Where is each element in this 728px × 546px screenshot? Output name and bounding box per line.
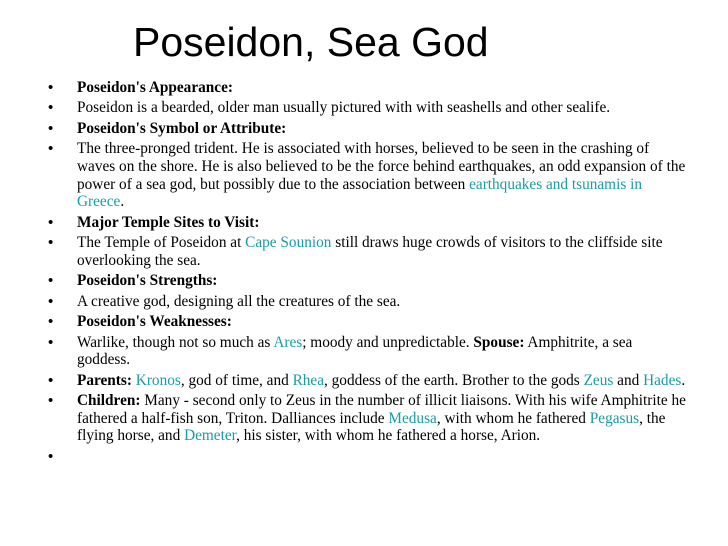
bullet-text: Many - second only to Zeus in the number of illicit liaisons. With his wife Amphitrite he fathered a half-fish son, Triton. Dalliances include xyxy=(77,392,686,427)
bullet-heading: Poseidon's Appearance: xyxy=(77,79,233,96)
bullet-text: Warlike, though not so much as xyxy=(77,333,274,351)
link-demeter[interactable]: Demeter xyxy=(184,427,237,445)
bullet-text: Poseidon is a bearded, older man usually pictured with with seashells and other sealife. xyxy=(77,99,611,117)
link-zeus[interactable]: Zeus xyxy=(583,371,614,389)
bullet-list xyxy=(48,79,688,465)
bullet-text: . xyxy=(120,193,125,211)
link-earthquakes-tsunamis[interactable]: earthquakes and tsunamis in Greece xyxy=(77,175,643,211)
link-pegasus[interactable]: Pegasus xyxy=(589,409,640,427)
link-rhea[interactable]: Rhea xyxy=(292,371,324,389)
bullet-text: A creative god, designing all the creatures of the sea. xyxy=(77,292,401,310)
bullet-text: . xyxy=(681,371,686,389)
link-hades[interactable]: Hades xyxy=(643,371,682,389)
slide-title: Poseidon, Sea God xyxy=(133,19,489,65)
bullet-item xyxy=(48,79,688,97)
bullet-icon: • xyxy=(48,79,54,96)
bullet-text: Amphitrite, a sea goddess. xyxy=(77,333,633,369)
bullet-item xyxy=(48,392,688,445)
bullet-heading: Poseidon's Symbol or Attribute: xyxy=(77,119,287,137)
bullet-text: The Temple of Poseidon at xyxy=(77,234,246,252)
bullet-item xyxy=(48,272,688,290)
bullet-text: still draws huge crowds of visitors to the cliffside site overlooking the sea. xyxy=(77,234,663,269)
bullet-item xyxy=(48,293,688,311)
bullet-icon: • xyxy=(48,99,54,117)
bullet-icon: • xyxy=(48,234,54,252)
bullet-item xyxy=(48,99,688,117)
bullet-icon: • xyxy=(48,447,54,465)
parents-label: Parents: xyxy=(77,371,132,389)
bullet-text: The three-pronged trident. He is associated with horses, believed to be seen in the crashing of waves on the shore. He is also believed to be the force behind earthquakes, an odd expansion of the power of a sea god, but possibly due to the association between xyxy=(77,140,686,193)
link-ares[interactable]: Ares xyxy=(273,333,303,351)
bullet-text: , god of time, and xyxy=(180,371,293,389)
bullet-text: , goddess of the earth. Brother to the gods xyxy=(324,371,584,389)
bullet-icon: • xyxy=(48,292,54,310)
bullet-item xyxy=(48,140,688,210)
bullet-text: , the flying horse, and xyxy=(77,409,666,445)
bullet-heading: Poseidon's Weaknesses: xyxy=(77,313,232,331)
bullet-icon: • xyxy=(48,392,54,410)
bullet-icon: • xyxy=(48,119,54,137)
bullet-icon: • xyxy=(48,213,54,231)
bullet-heading: Major Temple Sites to Visit: xyxy=(77,213,260,231)
bullet-text: , his sister, with whom he fathered a horse, Arion. xyxy=(236,427,541,445)
bullet-item xyxy=(48,234,688,269)
spouse-label: Spouse: xyxy=(473,333,525,351)
link-kronos[interactable]: Kronos xyxy=(135,371,181,389)
bullet-icon: • xyxy=(48,371,54,389)
bullet-text: ; moody and unpredictable. xyxy=(302,333,474,351)
link-cape-sounion[interactable]: Cape Sounion xyxy=(245,234,332,252)
children-label: Children: xyxy=(77,392,141,410)
bullet-text: , with whom he fathered xyxy=(436,409,590,427)
bullet-item xyxy=(48,214,688,232)
bullet-icon: • xyxy=(48,313,54,331)
link-medusa[interactable]: Medusa xyxy=(388,409,437,427)
bullet-item xyxy=(48,372,688,390)
bullet-text: and xyxy=(613,371,644,389)
bullet-item xyxy=(48,313,688,331)
bullet-icon: • xyxy=(48,272,54,290)
bullet-item xyxy=(48,120,688,138)
bullet-heading: Poseidon's Strengths: xyxy=(77,272,218,290)
bullet-icon: • xyxy=(48,333,54,351)
bullet-icon: • xyxy=(48,140,54,158)
bullet-item xyxy=(48,334,688,369)
